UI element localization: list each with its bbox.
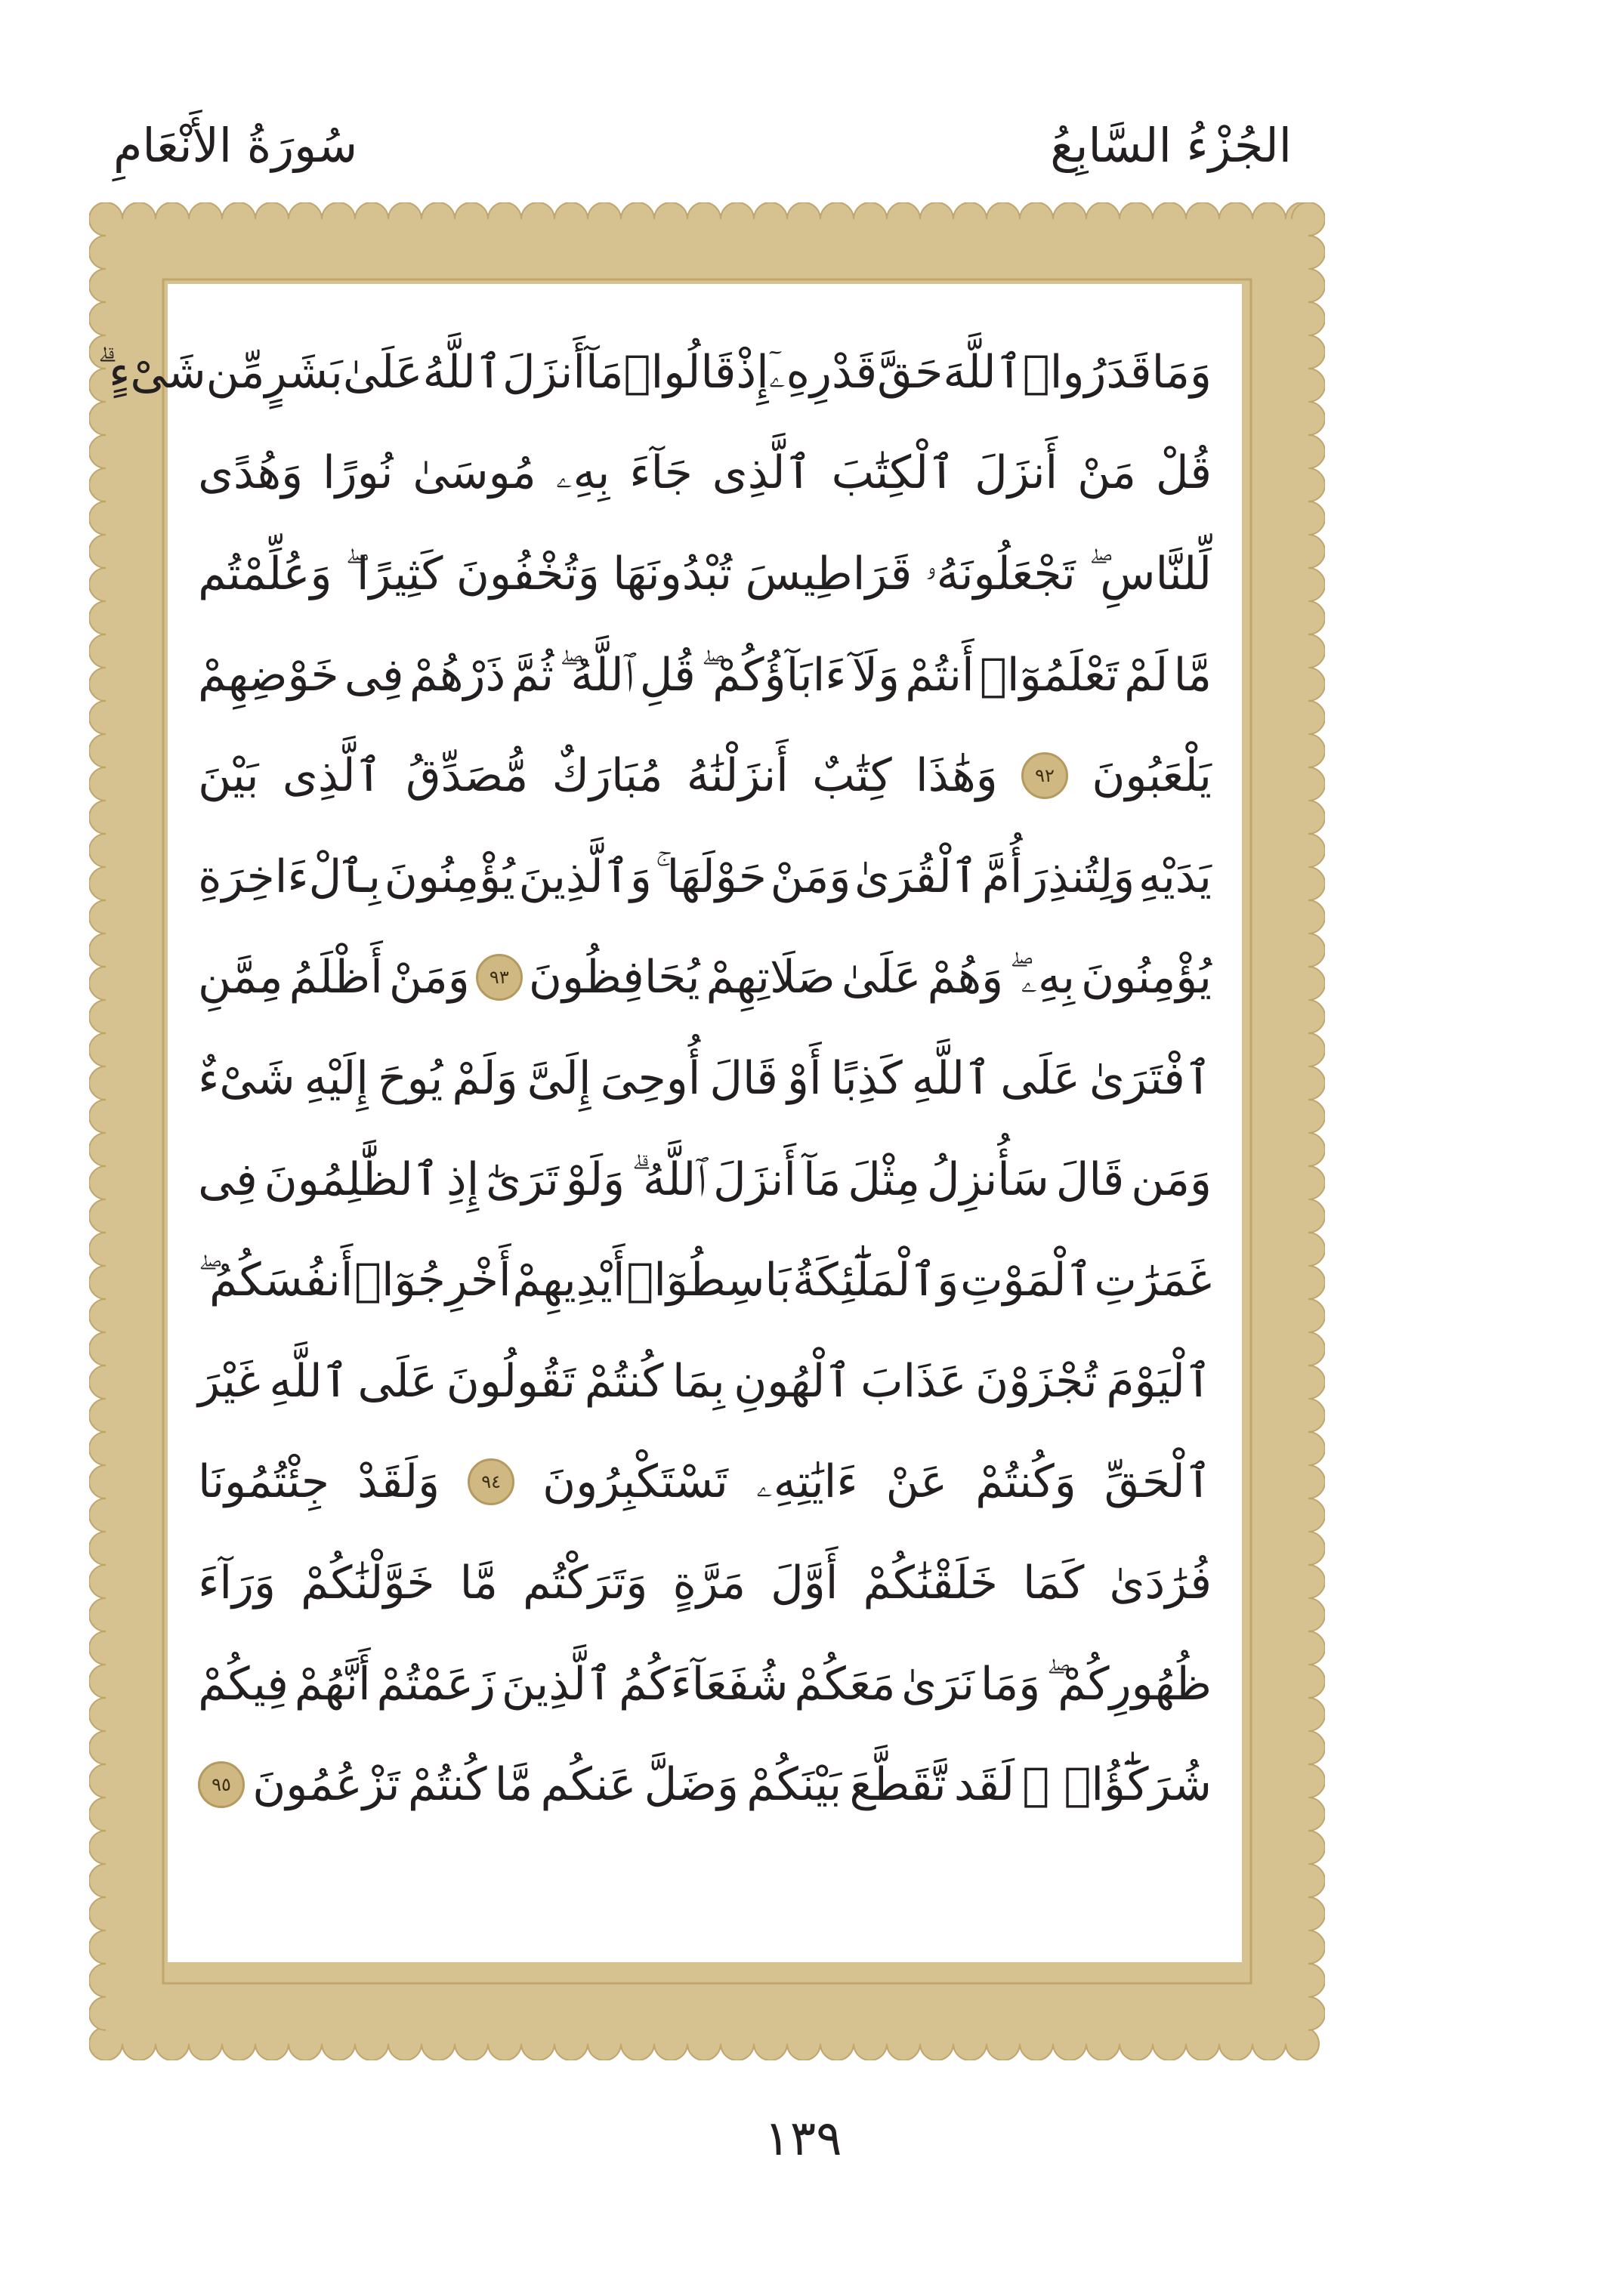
verse-word: وَلِتُنذِرَ (1026, 850, 1135, 903)
verse-word: عَذَابَ (860, 1354, 967, 1408)
verse-line (198, 826, 1212, 927)
page-header (113, 112, 1292, 180)
verse-word: وَٱلْمَلَٰٓئِكَةُ (792, 1254, 959, 1307)
verse-word: وَٱلَّذِينَ (518, 850, 652, 903)
verse-word: مَّا (494, 1758, 533, 1812)
verse-word: فِيكُمْ (198, 1657, 289, 1711)
verse-word: وَلَوْ (565, 1153, 625, 1206)
verse-word: ٱللَّهُ ۗ (632, 1153, 707, 1206)
verse-word: وَعُلِّمْتُم (198, 547, 332, 600)
verse-word: أَخْرِجُوٓا۟ (354, 1254, 511, 1307)
verse-word: مَآ (585, 345, 624, 399)
verse-word: مَّا (1173, 648, 1212, 702)
verse-word: قُلْ (1155, 446, 1212, 500)
verse-word: وَضَلَّ (644, 1758, 740, 1812)
verse-word: كُنتُمْ (407, 1758, 487, 1812)
verse-word: أَظْلَمُ (289, 951, 383, 1004)
verse-word: لِّلنَّاسِ ۖ (1089, 547, 1212, 600)
verse-word: وَلَآ (851, 648, 900, 702)
verse-word: مَآ (802, 1153, 842, 1206)
verse-line (198, 625, 1212, 726)
verse-word: ٱلْمَوْتِ (960, 1254, 1093, 1307)
verse-word: مِثْلَ (848, 1153, 920, 1206)
verse-line (198, 927, 1212, 1029)
verse-word: يُؤْمِنُونَ (384, 850, 515, 903)
verse-word: ءَايَٰتِهِۦ (755, 1455, 858, 1509)
verse-word: إِذِ (446, 1153, 480, 1206)
verse-word: مُوسَىٰ (412, 446, 536, 500)
verse-word: أَنزَلَ (974, 446, 1058, 500)
verse-line (198, 725, 1212, 826)
verse-line (198, 1532, 1212, 1634)
verse-word: عَنْ (885, 1455, 948, 1509)
verse-word: فِى (344, 648, 404, 702)
verse-word: ٱلَّذِى (712, 446, 812, 500)
verse-word: أَوَّلَ (771, 1556, 839, 1609)
verse-word: وَهُدًى (198, 446, 304, 500)
verse-word: شَىْءٍ ۗ (97, 345, 206, 399)
verse-word: إِلَىَّ (527, 1051, 591, 1105)
verse-word: مُّصَدِّقُ (406, 749, 529, 803)
verse-word: تَقُولُونَ (446, 1354, 576, 1408)
verse-word: ٱلَّذِينَ (501, 1657, 613, 1711)
verse-word: كِتَٰبٌ (812, 749, 892, 803)
verse-word: فِى (198, 1153, 258, 1206)
verse-word: أَنزَلْنَٰهُ (686, 749, 789, 803)
verse-word: عَلَىٰ (841, 951, 922, 1004)
verse-word: قَالُوا۟ (623, 345, 737, 399)
verse-word: بَاسِطُوٓا۟ (626, 1254, 792, 1307)
verse-word: أُمَّ (981, 850, 1023, 903)
verse-word: ٱللَّهِ (269, 1354, 349, 1408)
verse-word: ٱلْهُونِ (734, 1354, 852, 1408)
verse-word: يُوحَ (377, 1051, 443, 1105)
verse-word: ٱلْحَقِّ (1104, 1455, 1212, 1509)
page-number: ١٣٩ (764, 2111, 842, 2167)
verse-word: بَيْنَكُمْ (746, 1758, 842, 1812)
verse-word: أَوْ (787, 1051, 822, 1105)
verse-word: فُرَٰدَىٰ (1109, 1556, 1212, 1609)
verse-word: بَشَرٍ (264, 345, 343, 399)
verse-word: قَالَ (1055, 1153, 1125, 1206)
verse-word: غَمَرَٰتِ (1094, 1254, 1212, 1307)
ayah-number-marker: ٩٢ (1021, 752, 1068, 799)
verse-lines (97, 322, 1212, 1835)
verse-word: ثُمَّ (511, 648, 554, 702)
verse-line (97, 322, 1212, 423)
verse-line (198, 1432, 1212, 1533)
text-panel (97, 284, 1242, 1962)
verse-word: ٱلظَّٰلِمُونَ (264, 1153, 440, 1206)
verse-word: غَيْرَ (198, 1354, 261, 1408)
verse-word: كَذِبًا (830, 1051, 903, 1105)
verse-word: قَدَرُوا۟ (1022, 345, 1152, 399)
verse-word: ٱفْتَرَىٰ (1089, 1051, 1212, 1105)
surah-title: سُورَةُ الأَنْعَامِ (113, 118, 358, 173)
verse-line (198, 523, 1212, 625)
verse-word: إِذْ (736, 345, 769, 399)
verse-word: مُبَارَكٌ (551, 749, 663, 803)
verse-word: قَالَ (709, 1051, 778, 1105)
verse-word: لَمْ (1124, 648, 1169, 702)
verse-line (198, 1734, 1212, 1835)
verse-word: قُلِ (639, 648, 696, 702)
verse-word: وَلَمْ (452, 1051, 518, 1105)
verse-word: خَوْضِهِمْ (198, 648, 339, 702)
verse-word: لَقَد (953, 1758, 1015, 1812)
verse-word: خَلَقْنَٰكُمْ (863, 1556, 998, 1609)
verse-word: يُحَافِظُونَ (528, 951, 700, 1004)
verse-word: مَعَكُمْ (794, 1657, 896, 1711)
verse-line (198, 1331, 1212, 1432)
verse-word: وَرَآءَ (198, 1556, 276, 1609)
verse-word: صَلَاتِهِمْ (706, 951, 835, 1004)
verse-word: أَنَّهُمْ (294, 1657, 371, 1711)
verse-word: وَتُخْفُونَ (456, 547, 600, 600)
ayah-number-marker: ٩٣ (476, 954, 523, 1001)
verse-word: شُرَكَٰٓؤُا۟ ۚ (1022, 1758, 1212, 1812)
verse-word: وَمَا (980, 1657, 1041, 1711)
verse-word: ظُهُورِكُمْ ۖ (1046, 1657, 1212, 1711)
verse-word: تَسْتَكْبِرُونَ (542, 1455, 728, 1509)
verse-line (198, 423, 1212, 524)
verse-word: سَأُنزِلُ (926, 1153, 1049, 1206)
verse-word: ٱلَّذِى (282, 749, 382, 803)
verse-word: بَيْنَ (198, 749, 259, 803)
verse-word: ٱللَّهُ (422, 345, 502, 399)
verse-word: مَرَّةٍ (672, 1556, 746, 1609)
verse-word: وَكُنتُمْ (975, 1455, 1076, 1509)
verse-word: جَآءَ (629, 446, 693, 500)
verse-word: مَنْ (1077, 446, 1136, 500)
verse-word: قَدْرِهِۦٓ (768, 345, 878, 399)
verse-word: وَمَنْ (388, 951, 470, 1004)
verse-word: حَوْلَهَا ۚ (655, 850, 767, 903)
verse-word: تَجْعَلُونَهُۥ (925, 547, 1076, 600)
ayah-number-marker: ٩٥ (198, 1761, 245, 1808)
verse-word: ٱلْقُرَىٰ (854, 850, 978, 903)
ayah-number-marker: ٩٤ (468, 1458, 514, 1505)
verse-word: قَرَاطِيسَ (745, 547, 913, 600)
verse-word: ذَرْهُمْ (409, 648, 506, 702)
verse-word: ٱللَّهِ (911, 1051, 992, 1105)
verse-word: ءَابَآؤُكُمْ ۖ (701, 648, 847, 702)
verse-word: يُؤْمِنُونَ (1081, 951, 1212, 1004)
verse-word: تَعْلَمُوٓا۟ (979, 648, 1119, 702)
verse-word: وَلَقَدْ (357, 1455, 440, 1509)
verse-line (198, 1129, 1212, 1230)
verse-word: وَمَن (1131, 1153, 1212, 1206)
verse-word: خَوَّلْنَٰكُمْ (300, 1556, 435, 1609)
verse-word: وَتَرَكْتُم (523, 1556, 648, 1609)
verse-word: مِمَّنِ (198, 951, 283, 1004)
verse-word: وَهُمْ (927, 951, 1004, 1004)
verse-word: ٱلْكِتَٰبَ (831, 446, 956, 500)
verse-word: ٱللَّهُ ۖ (559, 648, 635, 702)
verse-word: بِهِۦ (555, 446, 610, 500)
verse-word: أُوحِىَ (600, 1051, 701, 1105)
verse-word: بِٱلْءَاخِرَةِ (198, 850, 381, 903)
verse-word: أَنفُسَكُمُ ۖ (198, 1254, 354, 1307)
verse-word: عَنكُم (540, 1758, 637, 1812)
verse-word: تُبْدُونَهَا (613, 547, 733, 600)
verse-word: جِئْتُمُونَا (198, 1455, 330, 1509)
verse-word: وَهَٰذَا (915, 749, 998, 803)
verse-word: وَمَا (1151, 345, 1212, 399)
verse-word: بِهِۦ ۖ (1009, 951, 1075, 1004)
verse-word: تَزْعُمُونَ (252, 1758, 400, 1812)
verse-line (198, 1230, 1212, 1331)
verse-word: يَدَيْهِ (1138, 850, 1212, 903)
verse-word: شَىْءٌ (198, 1051, 295, 1105)
verse-word: أَنتُمْ (905, 648, 974, 702)
verse-word: كَثِيرًا ۖ (344, 547, 443, 600)
verse-word: إِلَيْهِ (304, 1051, 369, 1105)
verse-word: مَّا (459, 1556, 498, 1609)
verse-word: كُنتُمْ (584, 1354, 664, 1408)
verse-word: عَلَى (357, 1354, 438, 1408)
verse-word: تَرَىٰٓ (486, 1153, 559, 1206)
verse-word: زَعَمْتُمْ (376, 1657, 496, 1711)
verse-word: مِّن (205, 345, 265, 399)
verse-line (198, 1028, 1212, 1129)
verse-word: ٱللَّهَ (943, 345, 1023, 399)
verse-word: أَنزَلَ (502, 345, 586, 399)
verse-word: أَيْدِيهِمْ (512, 1254, 625, 1307)
verse-word: أَنزَلَ (712, 1153, 797, 1206)
verse-word: وَمَنْ (770, 850, 851, 903)
verse-word: كَمَا (1022, 1556, 1085, 1609)
verse-word: بِمَا (672, 1354, 725, 1408)
verse-word: حَقَّ (877, 345, 944, 399)
verse-word: يَلْعَبُونَ (1092, 749, 1212, 803)
verse-line (198, 1634, 1212, 1735)
verse-word: شُفَعَآءَكُمُ (618, 1657, 789, 1711)
verse-word: تُجْزَوْنَ (975, 1354, 1098, 1408)
verse-word: نُورًا (323, 446, 394, 500)
verse-word: عَلَىٰ (342, 345, 423, 399)
verse-word: ٱلْيَوْمَ (1106, 1354, 1212, 1408)
verse-word: تَّقَطَّعَ (849, 1758, 947, 1812)
verse-word: عَلَى (1000, 1051, 1080, 1105)
juz-title: الجُزْءُ السَّابِعُ (1050, 118, 1292, 173)
verse-word: نَرَىٰ (901, 1657, 975, 1711)
